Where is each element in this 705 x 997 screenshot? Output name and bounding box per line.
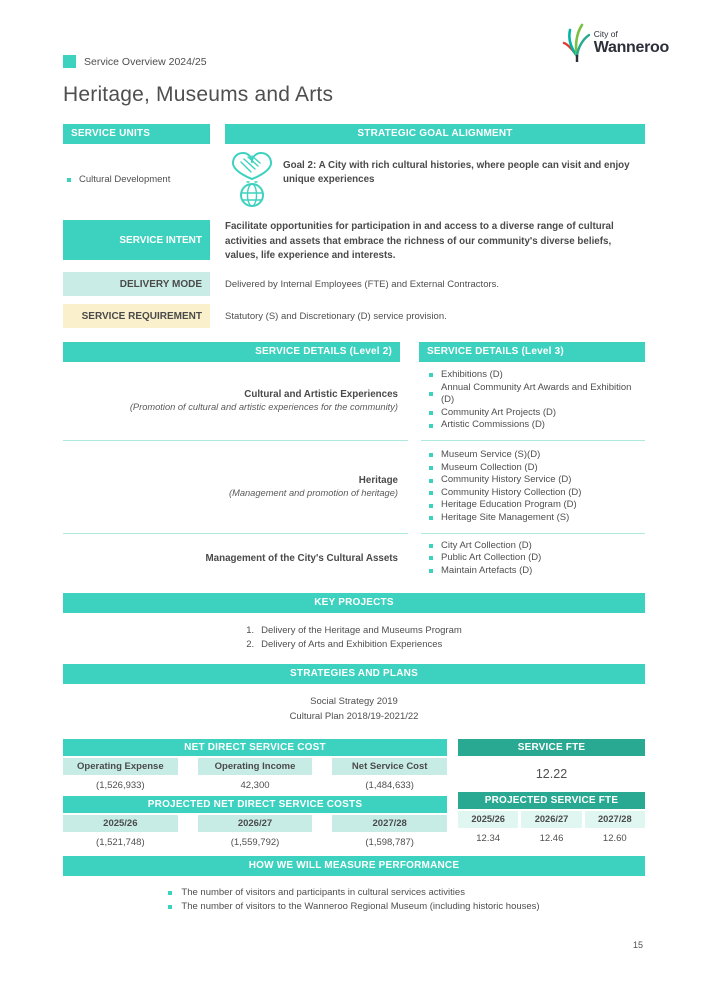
list-item: [246, 638, 462, 652]
column-header: 2027/28: [332, 815, 447, 832]
logo-city-of: City of: [593, 29, 618, 39]
service-details-level2-header: SERVICE DETAILS (Level 2): [63, 342, 400, 362]
table-value: 12.34: [476, 833, 501, 845]
column-header: Operating Expense: [63, 758, 178, 775]
projected-fte-header: PROJECTED SERVICE FTE: [458, 792, 645, 809]
fte-table: [458, 739, 645, 851]
bullet-icon: [429, 569, 433, 573]
bullet-icon: [168, 905, 172, 909]
list-item: [246, 624, 462, 638]
page-number: 15: [632, 940, 643, 950]
table-value: 12.60: [602, 833, 627, 845]
service-intent-label: SERVICE INTENT: [63, 220, 210, 260]
service-units-header: SERVICE UNITS: [63, 124, 210, 144]
key-project: Delivery of the Heritage and Museums Program: [261, 625, 462, 637]
level3-item: Annual Community Art Awards and Exhibition (D): [441, 381, 632, 406]
bullet-icon: [429, 556, 433, 560]
column-header: 2026/27: [198, 815, 313, 832]
list-item: [429, 512, 645, 525]
bullet-icon: [429, 373, 433, 377]
level2-cell: [63, 389, 400, 412]
list-item: [429, 382, 645, 407]
bullet-icon: [429, 392, 433, 396]
delivery-mode-label: DELIVERY MODE: [63, 272, 210, 296]
level3-item: Maintain Artefacts (D): [441, 564, 533, 576]
key-projects-header: KEY PROJECTS: [63, 593, 645, 613]
projected-cost-columns: [63, 815, 447, 832]
bullet-icon: [429, 479, 433, 483]
strategy-item: Social Strategy 2019: [310, 696, 398, 708]
goal-statement: Goal 2: A City with rich cultural histories, where people can visit and enjoy unique experiences: [283, 160, 630, 186]
list-item: [429, 499, 645, 512]
level3-item: Heritage Education Program (D): [441, 499, 577, 511]
bullet-icon: [429, 411, 433, 415]
column-header: 2025/26: [458, 811, 518, 828]
eyebrow-label: Service Overview 2024/25: [84, 55, 207, 68]
level2-title: Cultural and Artistic Experiences: [244, 389, 398, 401]
level3-item: Community History Service (D): [441, 474, 572, 486]
service-unit-label: Cultural Development: [79, 174, 171, 185]
delivery-mode-text: Delivered by Internal Employees (FTE) and External Contractors.: [225, 278, 500, 290]
level3-item: Community Art Projects (D): [441, 406, 557, 418]
list-item: [429, 419, 645, 432]
bullet-icon: [429, 504, 433, 508]
level2-subtitle: (Management and promotion of heritage): [229, 488, 398, 499]
list-item: [168, 900, 539, 914]
level3-item: Artistic Commissions (D): [441, 419, 545, 431]
hands-heart-globe-icon: [225, 149, 279, 212]
column-header: 2027/28: [585, 811, 645, 828]
column-header: Operating Income: [198, 758, 313, 775]
key-projects-list: [246, 624, 462, 652]
level3-cell: [419, 540, 645, 578]
page-title: Heritage, Museums and Arts: [63, 83, 334, 106]
strategic-goal-block: [225, 149, 645, 212]
delivery-mode-row: [63, 272, 645, 296]
level3-item: Museum Collection (D): [441, 461, 538, 473]
column-header: Net Service Cost: [332, 758, 447, 775]
level2-cell: [63, 553, 400, 564]
projected-cost-values: [63, 834, 447, 851]
table-value: (1,526,933): [96, 780, 145, 792]
list-item: [429, 565, 645, 578]
performance-measure: The number of visitors to the Wanneroo Regional Museum (including historic houses): [181, 900, 540, 912]
service-details-row: [63, 534, 645, 586]
level3-item: Museum Service (S)(D): [441, 449, 541, 461]
service-unit-item: [63, 174, 210, 185]
bullet-icon: [429, 544, 433, 548]
projected-fte-values: [458, 830, 645, 847]
bullet-icon: [429, 466, 433, 470]
strategies-list: [63, 695, 645, 724]
units-goal-row: [63, 144, 645, 212]
list-item: [429, 369, 645, 382]
net-cost-values: [63, 777, 447, 794]
document-eyebrow: [63, 55, 645, 68]
service-details-level3-header: SERVICE DETAILS (Level 3): [419, 342, 645, 362]
logo-wanneroo: Wanneroo: [593, 38, 669, 56]
finance-tables: [63, 739, 645, 851]
level3-item: Public Art Collection (D): [441, 552, 542, 564]
list-item: [429, 462, 645, 475]
bullet-icon: [429, 424, 433, 428]
strategy-item: Cultural Plan 2018/19-2021/22: [289, 710, 419, 722]
service-requirement-label: SERVICE REQUIREMENT: [63, 304, 210, 328]
service-details-row: [63, 441, 645, 533]
level3-item: Exhibitions (D): [441, 369, 503, 381]
level3-cell: [419, 449, 645, 525]
strategies-header: STRATEGIES AND PLANS: [63, 664, 645, 684]
bullet-icon: [168, 891, 172, 895]
level3-item: Community History Collection (D): [441, 486, 582, 498]
table-value: (1,484,633): [365, 780, 414, 792]
teal-square-icon: [63, 55, 76, 68]
bullet-icon: [67, 178, 71, 182]
list-item: [429, 449, 645, 462]
column-header: 2026/27: [521, 811, 581, 828]
projected-fte-columns: [458, 811, 645, 828]
net-cost-header: NET DIRECT SERVICE COST: [63, 739, 447, 756]
level2-subtitle: (Promotion of cultural and artistic experiences for the community): [129, 402, 398, 413]
level3-cell: [419, 369, 645, 432]
service-requirement-row: [63, 304, 645, 328]
level3-item: City Art Collection (D): [441, 539, 532, 551]
key-project: Delivery of Arts and Exhibition Experiences: [261, 639, 443, 651]
bullet-icon: [429, 453, 433, 457]
top-header-bars: [63, 124, 645, 144]
bullet-icon: [429, 491, 433, 495]
service-details-headers: [63, 342, 645, 362]
list-item: [429, 487, 645, 500]
list-item: [429, 552, 645, 565]
table-value: 42,300: [240, 780, 270, 792]
net-cost-columns: [63, 758, 447, 775]
bullet-icon: [429, 516, 433, 520]
service-intent-text: Facilitate opportunities for participation in and access to a diverse range of cultural activities and assets that embrace the richness of our community's diverse beliefs, values, life experience and interests.: [225, 221, 614, 262]
performance-list: [168, 886, 539, 913]
list-item: [429, 474, 645, 487]
list-item: [168, 886, 539, 900]
service-units-list: [63, 144, 210, 212]
service-fte-value: 12.22: [535, 767, 568, 782]
level2-title: Heritage: [358, 475, 398, 487]
performance-header: HOW WE WILL MEASURE PERFORMANCE: [63, 856, 645, 876]
column-header: 2025/26: [63, 815, 178, 832]
service-intent-row: [63, 220, 645, 264]
projected-cost-header: PROJECTED NET DIRECT SERVICE COSTS: [63, 796, 447, 813]
level2-title: Management of the City's Cultural Assets: [205, 552, 398, 564]
row-divider: [63, 440, 645, 441]
list-item: [429, 540, 645, 553]
list-item: [429, 407, 645, 420]
performance-measure: The number of visitors and participants in cultural services activities: [181, 887, 465, 899]
strategic-goal-header: STRATEGIC GOAL ALIGNMENT: [225, 124, 645, 144]
table-value: (1,521,748): [96, 837, 145, 849]
row-divider: [63, 533, 645, 534]
level2-cell: [63, 475, 400, 498]
net-cost-table: [63, 739, 447, 851]
table-value: (1,559,792): [230, 837, 280, 849]
table-value: (1,598,787): [365, 837, 414, 849]
table-value: 12.46: [539, 833, 564, 845]
service-requirement-text: Statutory (S) and Discretionary (D) service provision.: [225, 310, 447, 322]
level3-item: Heritage Site Management (S): [441, 512, 570, 523]
service-details-row: [63, 362, 645, 440]
service-fte-header: SERVICE FTE: [458, 739, 645, 756]
